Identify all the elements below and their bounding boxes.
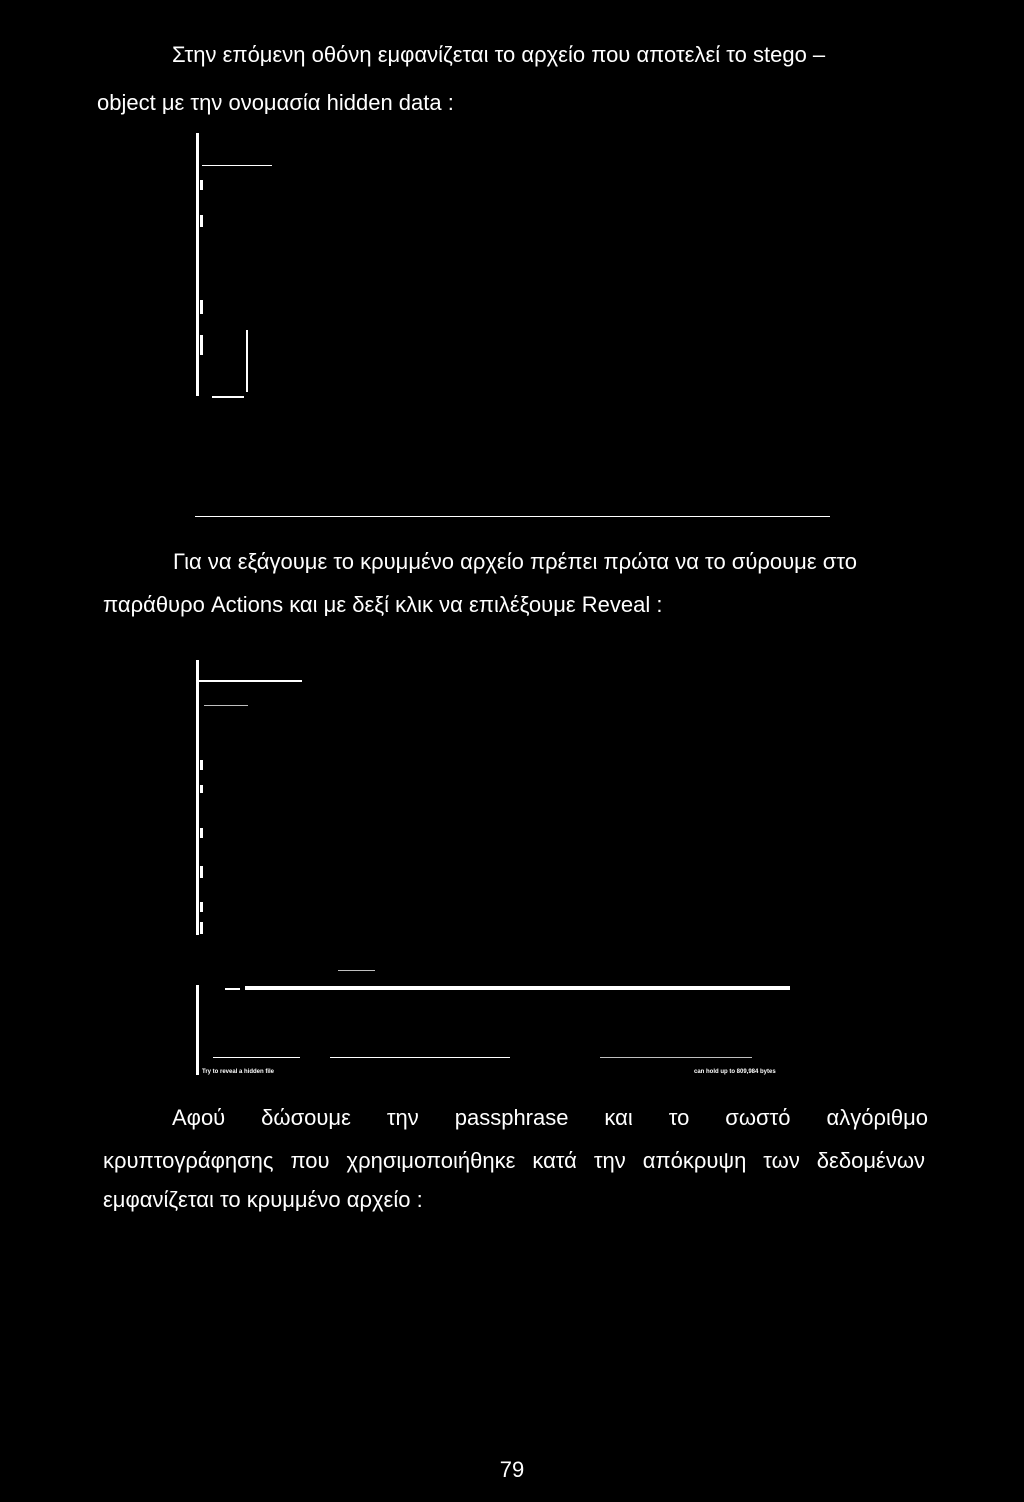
tick-mark: [200, 760, 203, 770]
tick-mark: [200, 215, 203, 227]
window-top-line: [199, 680, 302, 682]
page-number: 79: [499, 1457, 525, 1482]
tick-mark: [200, 785, 203, 793]
tick-mark: [200, 902, 203, 912]
dialog-title-line: [338, 970, 375, 971]
tick-mark: [200, 922, 203, 934]
tick-mark: [200, 180, 203, 190]
paragraph-1-line-2: object με την ονομασία hidden data :: [97, 90, 454, 115]
window-left-border: [196, 660, 199, 935]
tick-mark: [200, 828, 203, 838]
window-right-border: [246, 330, 248, 392]
tick-mark: [200, 335, 203, 355]
paragraph-3-line-2: κρυπτογράφησης που χρησιμοποιήθηκε κατά την απόκρυψη των δεδομένων: [103, 1148, 925, 1173]
paragraph-3-line-3: εμφανίζεται το κρυμμένο αρχείο :: [103, 1187, 423, 1212]
paragraph-2-line-2: παράθυρο Actions και με δεξί κλικ να επιλέξουμε Reveal :: [103, 592, 663, 617]
panel-top-line: [204, 705, 248, 706]
paragraph-2-line-1: Για να εξάγουμε το κρυμμένο αρχείο πρέπει πρώτα να το σύρουμε στο: [173, 549, 857, 574]
window-top-line: [202, 165, 272, 166]
tick-mark: [200, 300, 203, 314]
status-segment-line: [213, 1057, 300, 1058]
tick-mark: [200, 866, 203, 878]
separator-rule: [195, 516, 830, 517]
dialog-dash: [225, 988, 240, 990]
window-left-border: [196, 133, 199, 396]
window-bottom-line: [212, 396, 244, 398]
paragraph-1-line-1: Στην επόμενη οθόνη εμφανίζεται το αρχείο που αποτελεί το stego –: [172, 42, 826, 67]
status-segment-line: [330, 1057, 510, 1058]
dialog-left-border: [196, 985, 199, 1075]
dialog-title-bar: [245, 986, 790, 990]
paragraph-3-line-1: Αφού δώσουμε την passphrase και το σωστό αλγόριθμο: [172, 1105, 928, 1130]
status-segment-line: [600, 1057, 752, 1058]
status-left-text: Try to reveal a hidden file: [202, 1069, 275, 1075]
status-right-text: can hold up to 809,984 bytes: [694, 1069, 776, 1075]
